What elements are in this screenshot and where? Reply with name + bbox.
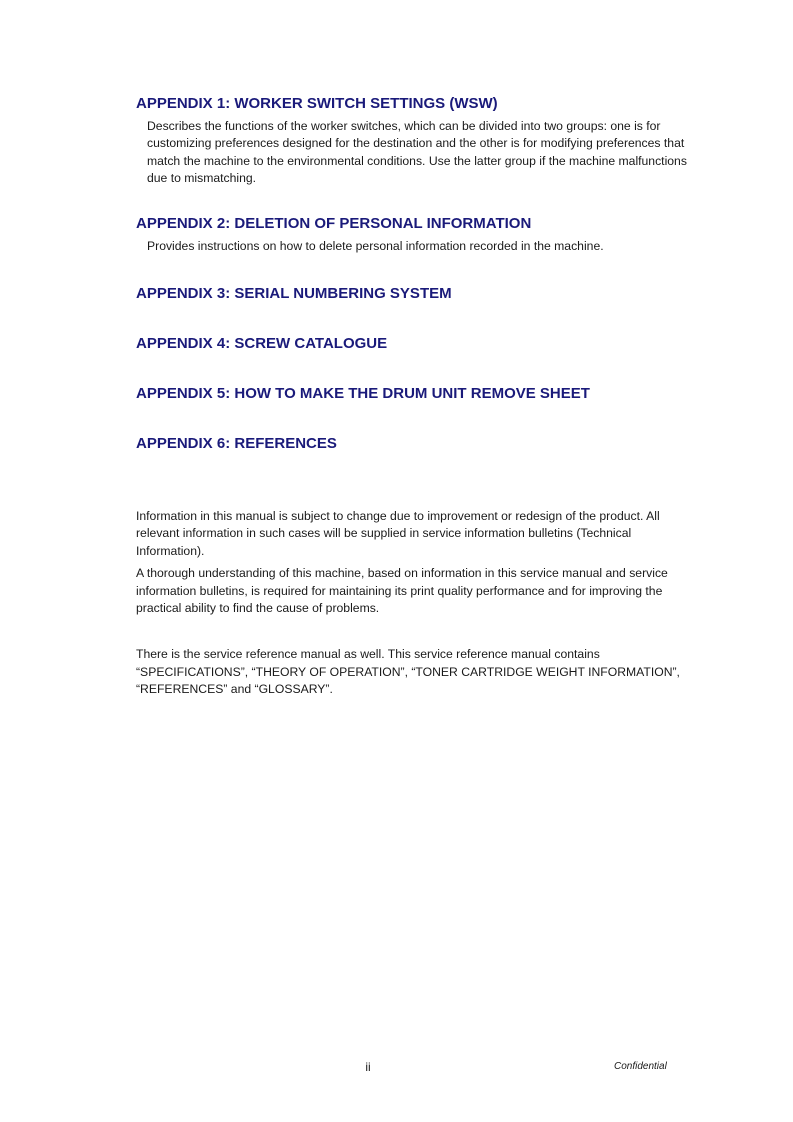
appendix-1-title: APPENDIX 1: WORKER SWITCH SETTINGS (WSW)	[136, 95, 498, 112]
manual-notes	[136, 508, 681, 699]
note-reference-manual: There is the service reference manual as well. This service reference manual contains “SPECIFICATIONS”, “THEORY OF OPERATION”, “TONER CARTRIDGE WEIGHT INFORMATION”, “REFERENCES” and “GLOSSARY”.	[136, 647, 680, 697]
confidential-label: Confidential	[614, 1061, 667, 1072]
appendix-3-title: APPENDIX 3: SERIAL NUMBERING SYSTEM	[136, 285, 452, 303]
appendix-2	[136, 214, 696, 255]
appendix-6	[136, 434, 696, 454]
appendix-6-title: APPENDIX 6: REFERENCES	[136, 435, 337, 453]
appendix-2-title: APPENDIX 2: DELETION OF PERSONAL INFORMATION	[136, 214, 532, 232]
appendix-5-title: APPENDIX 5: HOW TO MAKE THE DRUM UNIT REMOVE SHEET	[136, 385, 590, 403]
appendix-1-description: Describes the functions of the worker switches, which can be divided into two groups: one is for customizing preferences designed for the destination and the other is for modifying preferences that match the machine to the environmental conditions. Use the latter group if the machine malfunctions due to mismatching.	[147, 119, 687, 186]
appendix-5	[136, 384, 696, 404]
appendix-4	[136, 334, 696, 354]
appendix-list	[136, 94, 696, 454]
note-change-notice: Information in this manual is subject to change due to improvement or redesign of the product. All relevant information in such cases will be supplied in service information bulletins (Technical Information).	[136, 509, 660, 558]
appendix-2-description: Provides instructions on how to delete personal information recorded in the machine.	[147, 238, 604, 253]
appendix-1	[136, 94, 696, 188]
appendix-3	[136, 284, 696, 304]
appendix-4-title: APPENDIX 4: SCREW CATALOGUE	[136, 335, 388, 353]
page-number: ii	[365, 1060, 371, 1074]
note-understanding: A thorough understanding of this machine, based on information in this service manual and service information bulletins, is required for maintaining its print quality performance and for improving the practical ability to find the cause of problems.	[136, 566, 668, 616]
